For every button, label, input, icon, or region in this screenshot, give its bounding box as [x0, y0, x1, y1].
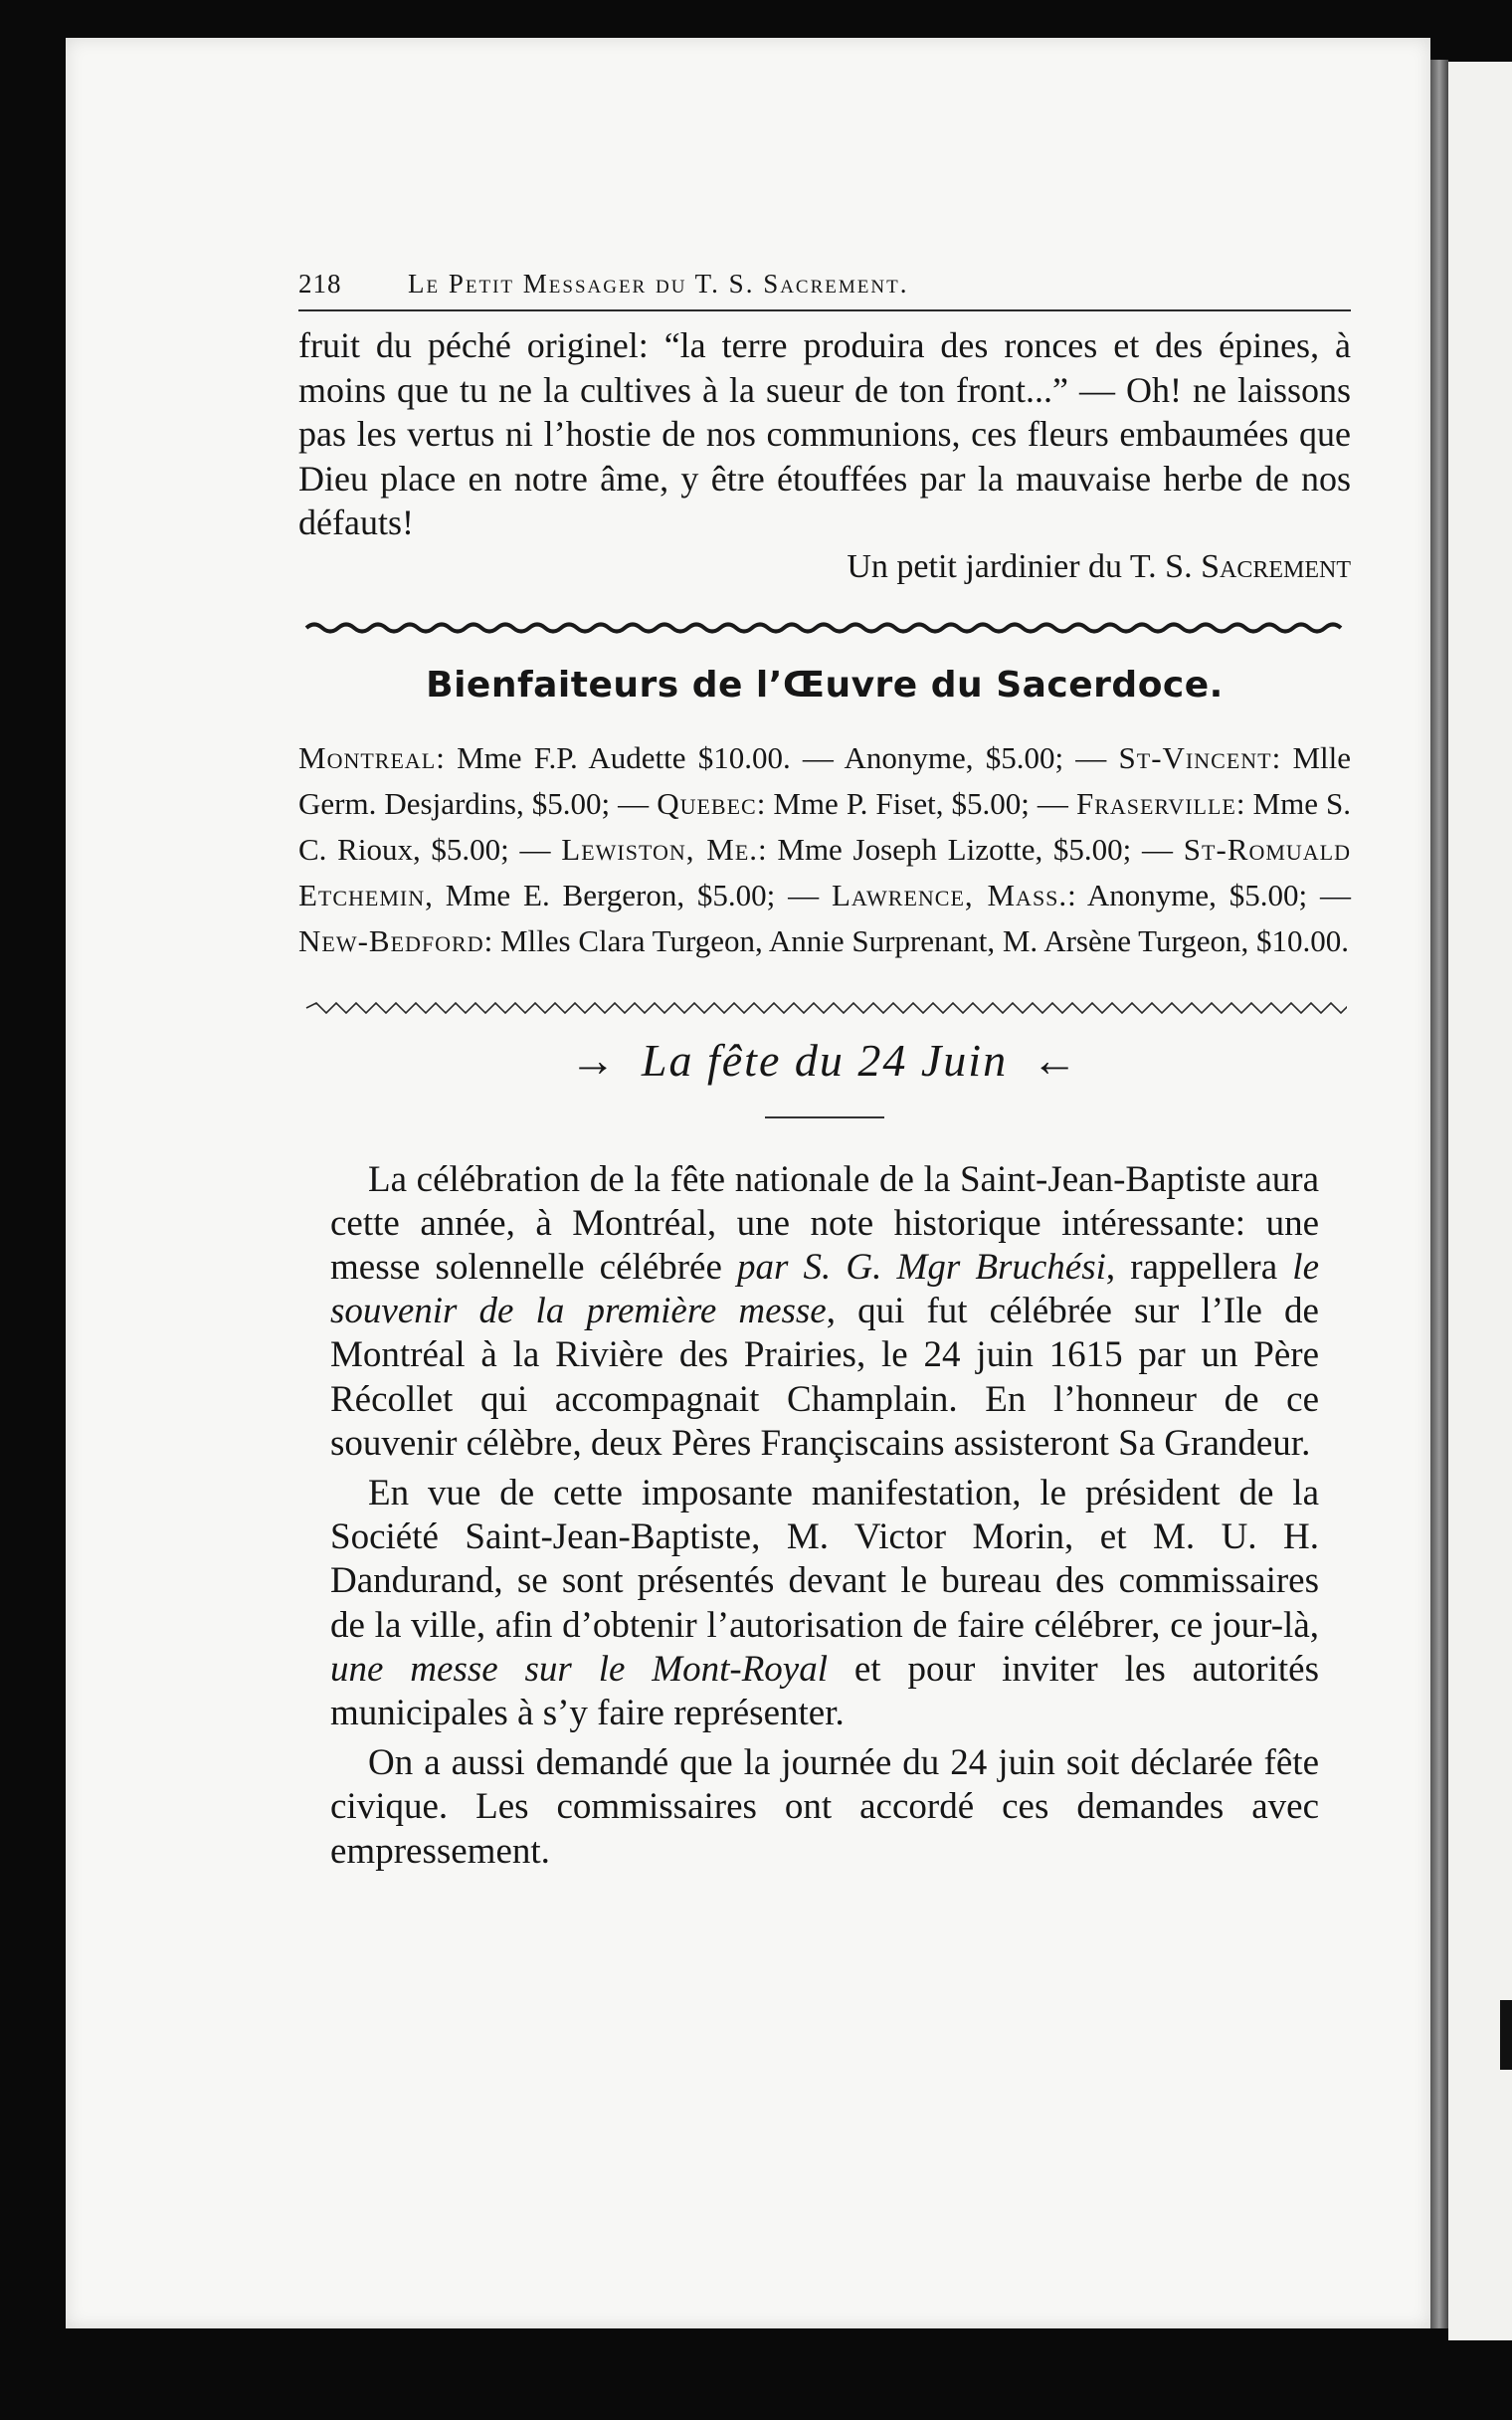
wavy-divider-bottom: [302, 1000, 1347, 1016]
donor-entry: : Anonyme, $5.00; —: [1067, 877, 1351, 912]
donor-entry: : Mme F.P. Audette $10.00. — Anonyme, $5.00; —: [436, 739, 1119, 775]
signature-small-caps: Sacrement: [1201, 547, 1351, 585]
article-p1-text-e: , qui fut célébrée sur l’Ile de Montréal à la Rivière des Prairies, le 24 juin 1615 par un Père Récollet qui accompagnait Champlain. En l’honneur de ce souvenir célèbre, deux Pères Françiscains assisteront Sa Grandeur.: [330, 1291, 1319, 1464]
wavy-divider-top: [302, 617, 1347, 639]
article-p1-italic-d: le souvenir de la première messe: [330, 1246, 1319, 1332]
article-title: [298, 1034, 1351, 1087]
signature-prefix: Un petit jardinier du T. S.: [847, 547, 1193, 585]
title-underline: [765, 1116, 884, 1118]
donor-place: Quebec: [657, 785, 757, 821]
donor-entry: : Mlles Clara Turgeon, Annie Surprenant, M. Arsène Turgeon, $10.00.: [483, 922, 1350, 958]
article-p1-text-c: , rappellera: [1105, 1246, 1293, 1288]
article-paragraph-1: [298, 1158, 1351, 1466]
page-content: [298, 269, 1351, 1880]
donor-entry: : Mme Joseph Lizotte, $5.00; —: [758, 831, 1184, 867]
right-ornament-arrow-icon: ←: [1032, 1034, 1080, 1086]
running-title: Le Petit Messager du T. S. Sacrement.: [408, 269, 909, 299]
adjacent-page-ink-mark: [1500, 2000, 1512, 2070]
adjacent-page-edge: [1448, 62, 1512, 2340]
donor-place: New-Bedford: [298, 922, 484, 958]
donor-place: Montreal: [298, 739, 437, 775]
page-gutter-shadow: [1430, 60, 1448, 2328]
article-p2-text-c: et pour inviter les autorités municipales à s’y faire représenter.: [330, 1648, 1319, 1733]
article-p1-italic-b: par S. G. Mgr Bruchési: [737, 1246, 1106, 1288]
benefactors-heading: Bienfaiteurs de l’Œuvre du Sacerdoce.: [426, 664, 1224, 706]
article-p2-italic-b: une messe sur le Mont-Royal: [330, 1648, 829, 1690]
left-ornament-arrow-icon: →: [569, 1034, 618, 1086]
donor-place: St-Romuald Etchemin: [298, 831, 1351, 912]
article-paragraph-3: On a aussi demandé que la journée du 24 juin soit déclarée fête civique. Les commissaires ont accordé ces demandes avec empressement.: [330, 1742, 1319, 1872]
page-number: 218: [298, 269, 342, 299]
signature: [298, 545, 1351, 589]
running-header: [298, 269, 1351, 311]
donor-place: Fraserville: [1075, 785, 1236, 821]
donor-entry: : Mme S. C. Rioux, $5.00; —: [298, 785, 1351, 867]
article-p2-text-a: En vue de cette imposante manifestation, le président de la Société Saint-Jean-Baptiste, M. Victor Morin, et M. U. H. Dandurand, se sont présentés devant le bureau des commissaires de la ville, afin d’obtenir l’autorisation de faire célébrer, ce jour-là,: [330, 1472, 1319, 1646]
donor-place: St-Vincent: [1118, 739, 1272, 775]
benefactors-list: [298, 735, 1351, 964]
article-paragraph-2: [298, 1472, 1351, 1735]
donor-entry: , Mme E. Bergeron, $5.00; —: [425, 877, 832, 912]
donor-place: Lawrence, Mass.: [831, 877, 1068, 912]
closing-paragraph: fruit du péché originel: “la terre produira des ronces et des épines, à moins que tu ne la cultives à la sueur de ton front...” — Oh! ne laissons pas les vertus ni l’hostie de nos communions, ces fleurs embaumées que Dieu place en notre âme, y être étouffées par la mauvaise herbe de nos défauts!: [298, 325, 1351, 542]
donor-entry: : Mme P. Fiset, $5.00; —: [756, 785, 1076, 821]
article-title-text: La fête du 24 Juin: [641, 1034, 1009, 1086]
donor-place: Lewiston, Me.: [561, 831, 759, 867]
article-p1-text-a: La célébration de la fête nationale de la Saint-Jean-Baptiste aura cette année, à Montréal, une note historique intéressante: une messe solennelle célébrée: [330, 1158, 1319, 1288]
donor-entry: : Mlle Germ. Desjardins, $5.00; —: [298, 739, 1351, 821]
